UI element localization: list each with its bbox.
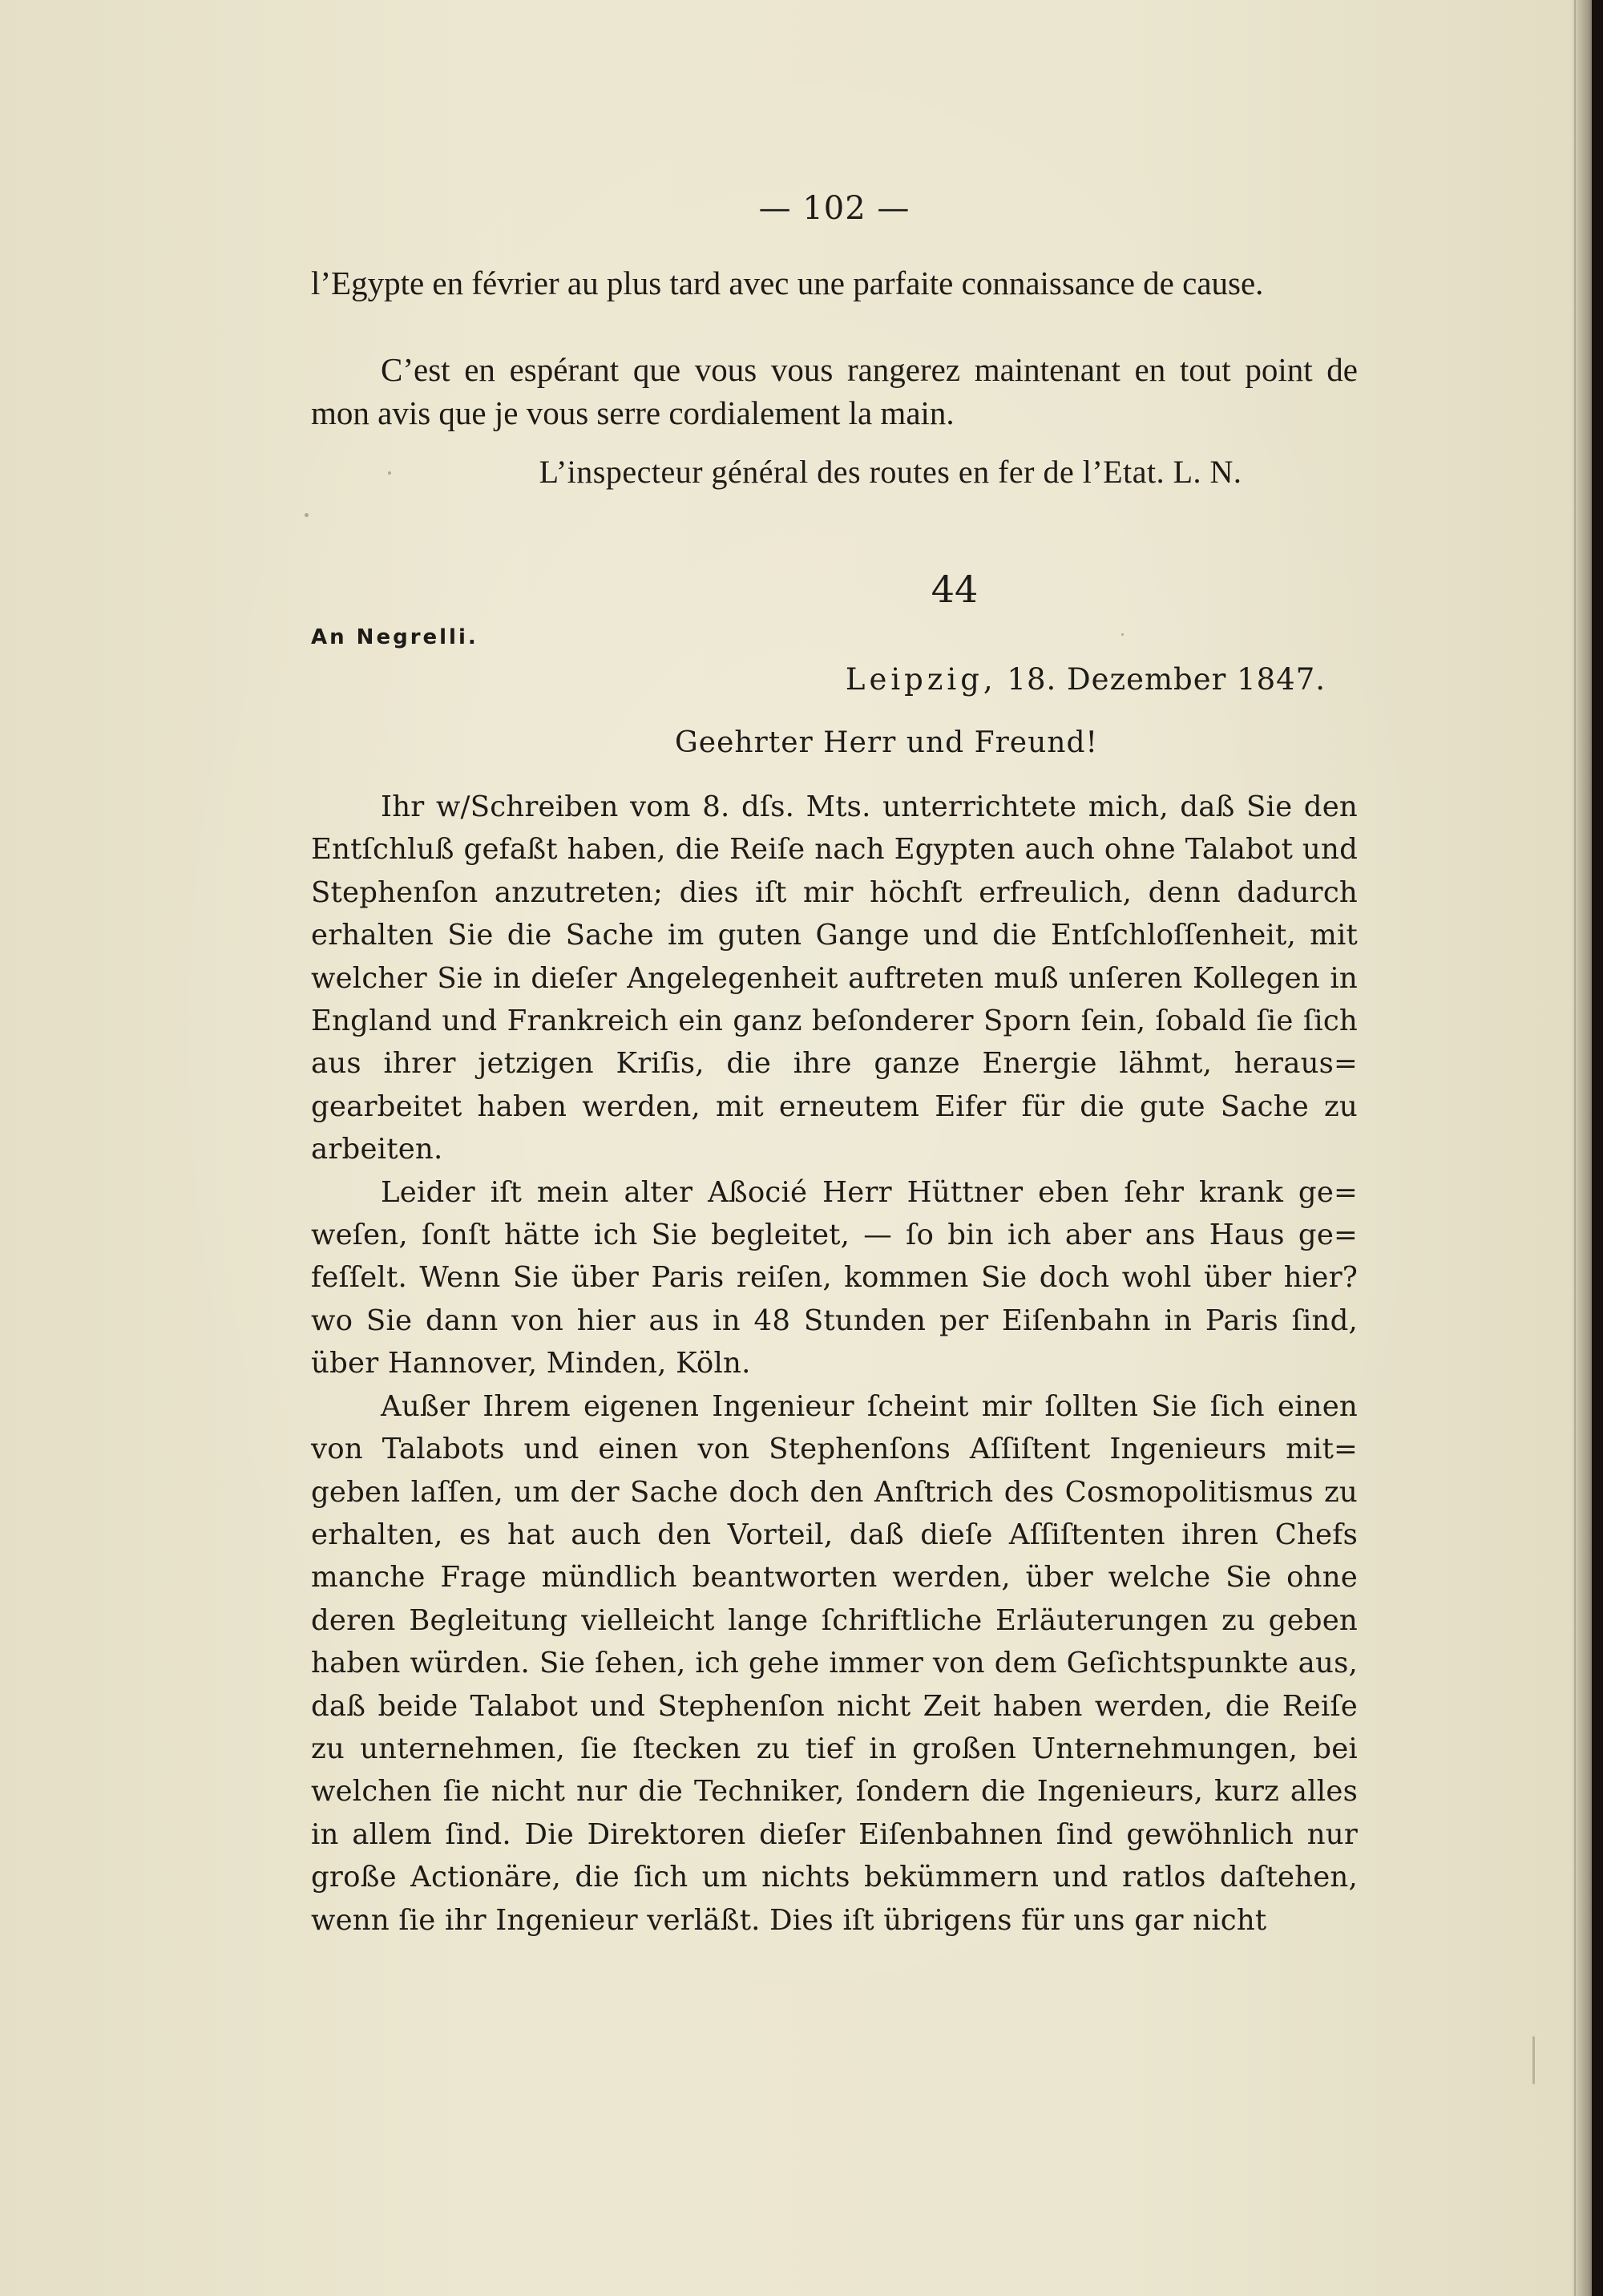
paper-speck (305, 513, 309, 517)
french-paragraph-text: l’Egypte en février au plus tard avec une parfaite connaissance de cause. (311, 265, 1264, 301)
french-signature: L’inspecteur général des routes en fer de l’Etat. L. N. (539, 454, 1242, 490)
letter-addressee: An Negrelli. (311, 625, 478, 649)
letter-salutation: Geehrter Herr und Freund! (675, 726, 1098, 759)
french-paragraph-text: C’est en espérant que vous vous rangerez maintenant en tout point de mon avis que je vous serre cordialement la main. (311, 351, 1358, 431)
french-paragraph-1 (311, 261, 1358, 305)
letter-date: 18. Dezember 1847. (1007, 662, 1326, 697)
paper-speck (1121, 633, 1124, 636)
paper-mark (1532, 2036, 1535, 2084)
letter-paragraph-2: Leider iſt mein alter Aßocié Herr Hüttner eben ſehr krank ge= weſen, ſonſt hätte ich Sie begleitet, — ſo bin ich aber ans Haus ge= feſſelt. Wenn Sie über Paris reiſen, kommen Sie doch wohl über hier? wo Sie dann von hier aus in 48 Stunden per Eiſenbahn in Paris ſind, über Hannover, Minden, Köln. (311, 1175, 1358, 1380)
letter-paragraph-3: Außer Ihrem eigenen Ingenieur ſcheint mir ſollten Sie ſich einen von Talabots und einen von Stephenſons Aſſiſtent Ingenieurs mit= geben laſſen, um der Sache doch den Anſtrich des Cosmopolitismus zu erhalten, es hat auch den Vorteil, daß dieſe Aſſiſtenten ihren Chefs manche Frage mündlich beantworten werden, über welche Sie ohne deren Begleitung vielleicht lange ſchriftliche Erläuterungen zu geben haben würden. Sie ſehen, ich gehe immer von dem Geſichtspunkte aus, daß beide Talabot und Stephenſon nicht Zeit haben werden, die Reiſe zu unternehmen, ſie ſtecken zu tief in großen Unternehmungen, bei welchen ſie nicht nur die Techniker, ſondern die Ingenieurs, kurz alles in allem ſind. Die Direktoren dieſer Eiſenbahnen ſind gewöhnlich nur große Actionäre, die ſich um nichts bekümmern und ratlos daſtehen, wenn ſie ihr Ingenieur verläßt. Dies iſt übrigens für uns gar nicht (311, 1389, 1358, 1937)
page-number: — 102 — (758, 190, 911, 227)
french-paragraph-2 (311, 348, 1358, 435)
letter-paragraph-1: Ihr w/Schreiben vom 8. dſs. Mts. unterrichtete mich, daß Sie den Entſchluß gefaßt haben, die Reiſe nach Egypten auch ohne Talabot und Stephenſon anzutreten; dies iſt mir höchſt erfreulich, denn dadurch erhalten Sie die Sache im guten Gange und die Entſchloſſenheit, mit welcher Sie in dieſer Angelegenheit auftreten muß unſeren Kollegen in England und Frankreich ein ganz beſonderer Sporn ſein, ſobald ſie ſich aus ihrer jetzigen Kriſis, die ihre ganze Energie lähmt, heraus= gearbeitet haben werden, mit erneutem Eifer für die gute Sache zu arbeiten. (311, 790, 1358, 1166)
letter-number: 44 (931, 568, 979, 611)
letter-place: Leipzig, (845, 662, 997, 697)
letter-body (311, 786, 1358, 1942)
scan-border (1592, 0, 1603, 2296)
letter-place-date (846, 662, 1326, 697)
